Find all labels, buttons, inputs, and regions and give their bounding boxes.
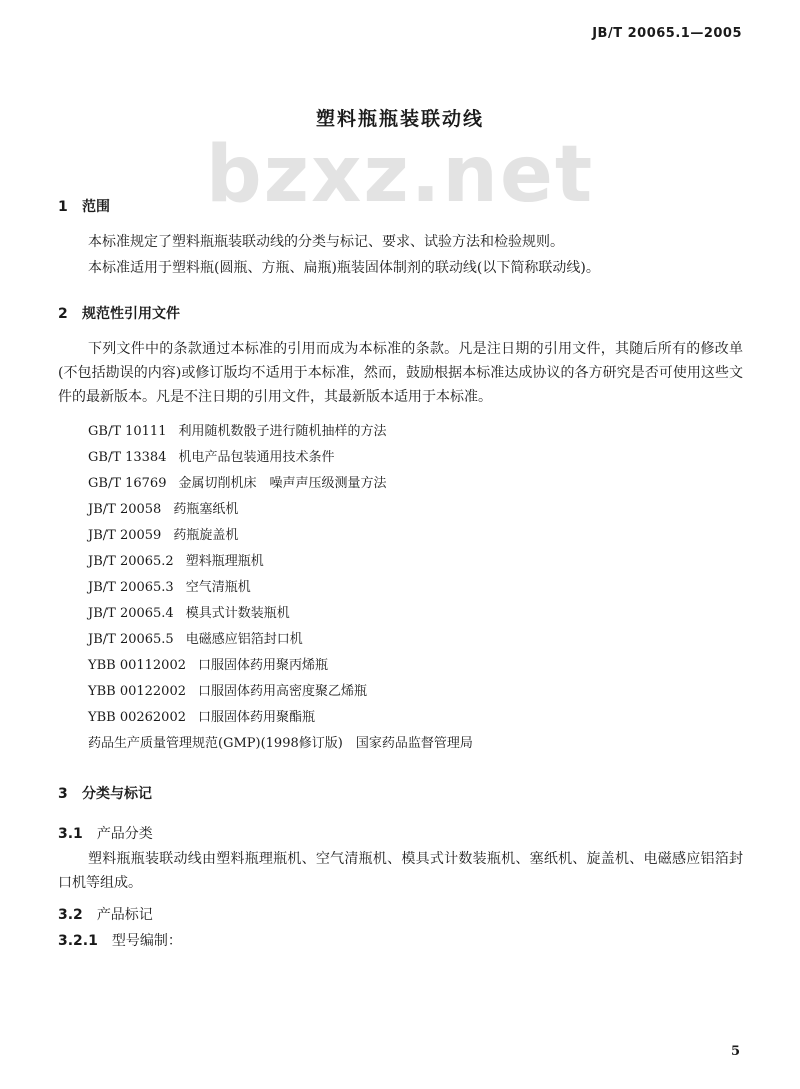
reference-item xyxy=(88,523,748,549)
standard-code: JB/T 20065.1—2005 xyxy=(592,26,742,41)
section-1-heading xyxy=(58,196,110,216)
reference-title: 口服固体药用高密度聚乙烯瓶 xyxy=(198,684,368,699)
reference-item xyxy=(88,731,748,757)
section-3-2-number: 3.2 xyxy=(58,907,83,923)
section-3-1-heading xyxy=(58,823,153,843)
reference-title: 模具式计数装瓶机 xyxy=(185,606,290,621)
section-2-intro: 下列文件中的条款通过本标准的引用而成为本标准的条款。凡是注日期的引用文件，其随后所有的修改单(不包括勘误的内容)或修订版均不适用于本标准，然而，鼓励根据本标准达成协议的各方研究是否可使用这些文件的最新版本。凡是不注日期的引用文件，其最新版本适用于本标准。 xyxy=(58,341,743,405)
section-3-1-number: 3.1 xyxy=(58,826,83,842)
reference-title: 空气清瓶机 xyxy=(185,580,251,595)
reference-item xyxy=(88,445,748,471)
reference-item xyxy=(88,575,748,601)
section-3-2-1-heading xyxy=(58,930,182,950)
section-3-heading xyxy=(58,783,152,803)
reference-title: 口服固体药用聚丙烯瓶 xyxy=(198,658,329,673)
reference-item xyxy=(88,601,748,627)
section-3-2-1-number: 3.2.1 xyxy=(58,933,98,949)
reference-title: 电磁感应铝箔封口机 xyxy=(185,632,303,647)
section-3-number: 3 xyxy=(58,786,68,802)
reference-code: YBB 00122002 xyxy=(88,684,186,699)
reference-title: 金属切削机床 噪声声压级测量方法 xyxy=(178,476,387,491)
reference-list xyxy=(88,419,748,757)
section-2-title: 规范性引用文件 xyxy=(82,306,180,322)
reference-code: JB/T 20065.4 xyxy=(88,606,174,621)
reference-code: YBB 00262002 xyxy=(88,710,186,725)
reference-code: JB/T 20065.3 xyxy=(88,580,174,595)
watermark: bzxz.net xyxy=(205,130,595,220)
reference-title: 塑料瓶理瓶机 xyxy=(185,554,264,569)
reference-title: 药瓶旋盖机 xyxy=(173,528,239,543)
reference-code: JB/T 20065.5 xyxy=(88,632,174,647)
section-1-title: 范围 xyxy=(82,199,110,215)
section-3-title: 分类与标记 xyxy=(82,786,152,802)
section-2-heading xyxy=(58,303,180,323)
page-title: 塑料瓶瓶装联动线 xyxy=(315,108,484,130)
reference-code: YBB 00112002 xyxy=(88,658,186,673)
section-3-2-heading xyxy=(58,904,153,924)
reference-code: GB/T 16769 xyxy=(88,476,167,491)
reference-item xyxy=(88,549,748,575)
reference-item xyxy=(88,653,748,679)
reference-item xyxy=(88,627,748,653)
reference-code: GB/T 13384 xyxy=(88,450,167,465)
reference-item xyxy=(88,497,748,523)
reference-code: JB/T 20059 xyxy=(88,528,162,543)
reference-code: GB/T 10111 xyxy=(88,424,167,439)
section-3-1-title: 产品分类 xyxy=(96,826,153,842)
reference-item xyxy=(88,679,748,705)
reference-title: 利用随机数骰子进行随机抽样的方法 xyxy=(178,424,387,439)
reference-title: 机电产品包装通用技术条件 xyxy=(178,450,335,465)
reference-title: 药品生产质量管理规范(GMP)(1998修订版) 国家药品监督管理局 xyxy=(88,736,473,751)
reference-code: JB/T 20058 xyxy=(88,502,162,517)
section-1-number: 1 xyxy=(58,199,68,215)
section-2-number: 2 xyxy=(58,306,68,322)
reference-title: 口服固体药用聚酯瓶 xyxy=(198,710,316,725)
page-number: 5 xyxy=(730,1044,740,1059)
section-1-paragraph-2: 本标准适用于塑料瓶(圆瓶、方瓶、扁瓶)瓶装固体制剂的联动线(以下简称联动线)。 xyxy=(88,260,600,276)
reference-code: JB/T 20065.2 xyxy=(88,554,174,569)
section-3-1-text: 塑料瓶瓶装联动线由塑料瓶理瓶机、空气清瓶机、模具式计数装瓶机、塞纸机、旋盖机、电磁感应铝箔封口机等组成。 xyxy=(58,851,743,891)
reference-title: 药瓶塞纸机 xyxy=(173,502,239,517)
reference-item xyxy=(88,471,748,497)
section-3-2-1-title: 型号编制： xyxy=(111,933,182,949)
reference-item xyxy=(88,419,748,445)
section-1-paragraph-1: 本标准规定了塑料瓶瓶装联动线的分类与标记、要求、试验方法和检验规则。 xyxy=(88,234,564,250)
reference-item xyxy=(88,705,748,731)
section-3-2-title: 产品标记 xyxy=(96,907,153,923)
